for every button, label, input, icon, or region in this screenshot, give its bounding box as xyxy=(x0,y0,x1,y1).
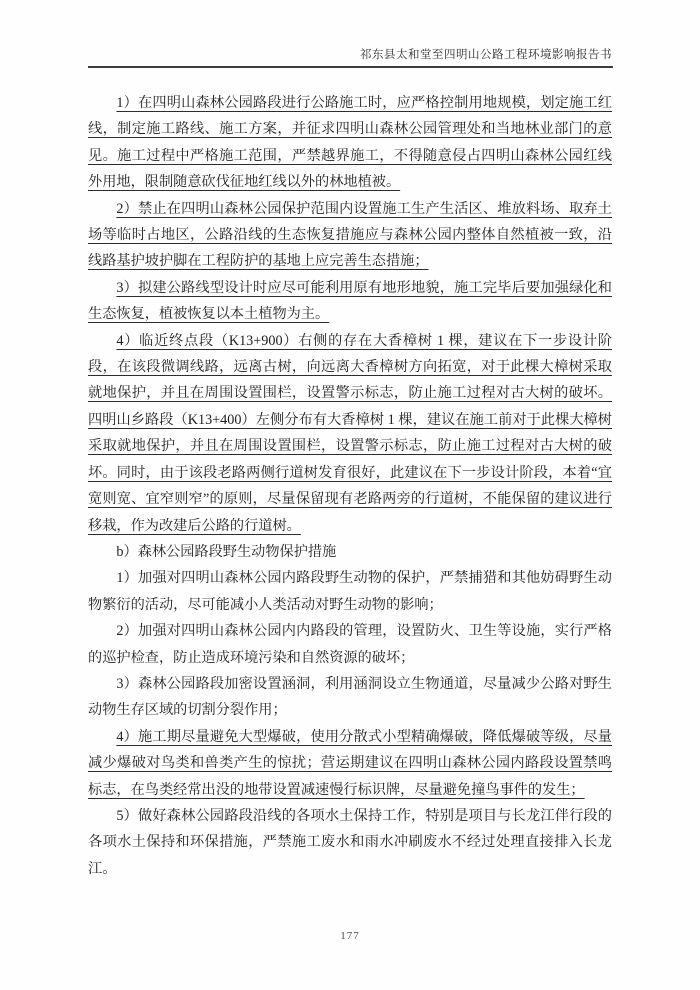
document-body xyxy=(88,90,612,882)
header-divider xyxy=(88,66,613,68)
paragraph: 1）在四明山森林公园路段进行公路施工时，应严格控制用地规模，划定施工红线，制定施工路线、施工方案，并征求四明山森林公园管理处和当地林业部门的意见。施工过程中严格施工范围，严禁越界施工，不得随意侵占四明山森林公园红线外用地，限制随意砍伐征地红线以外的林地植被。 xyxy=(88,95,612,191)
paragraph: 3）森林公园路段加密设置涵洞，利用涵洞设立生物通道，尽量减少公路对野生动物生存区域的切割分裂作用； xyxy=(88,675,612,719)
paragraph: 5）做好森林公园路段沿线的各项水土保持工作，特别是项目与长龙江伴行段的各项水土保持和环保措施，严禁施工废水和雨水冲刷废水不经过处理直接排入长龙江。 xyxy=(88,807,612,877)
page-header-title: 祁东县太和堂至四明山公路工程环境影响报告书 xyxy=(360,49,612,61)
page-footer xyxy=(0,930,700,942)
paragraph: 2）禁止在四明山森林公园保护范围内设置施工生产生活区、堆放料场、取弃土场等临时占地区，公路沿线的生态恢复措施应与森林公园内整体自然植被一致，沿线路基护坡护脚在工程防护的基地上应完善生态措施； xyxy=(88,200,612,270)
paragraph: 3）拟建公路线型设计时应尽可能利用原有地形地貌，施工完毕后要加强绿化和生态恢复，植被恢复以本土植物为主。 xyxy=(88,279,612,323)
paragraph: 4）施工期尽量避免大型爆破，使用分散式小型精确爆破，降低爆破等级，尽量减少爆破对鸟类和兽类产生的惊扰；营运期建议在四明山森林公园内路段设置禁鸣标志，在鸟类经常出没的地带设置减速慢行标识牌，尽量避免撞鸟事件的发生； xyxy=(88,728,612,798)
paragraph: 1）加强对四明山森林公园内路段野生动物的保护，严禁捕猎和其他妨碍野生动物繁衍的活动，尽可能减小人类活动对野生动物的影响； xyxy=(88,570,612,613)
paragraph: b）森林公园路段野生动物保护措施 xyxy=(116,543,337,560)
page-number: 177 xyxy=(340,930,360,942)
paragraph: 4）临近终点段（K13+900）右侧的存在大香樟树 1 棵，建议在下一步设计阶段，在该段微调线路，远离古树，向远离大香樟树方向拓宽，对于此棵大樟树采取就地保护，并且在周围设置围栏，设置警示标志，防止施工过程对古大树的破坏。四明山乡路段（K13+400）左侧分布有大香樟树 1 棵，建议在施工前对于此棵大樟树采取就地保护，并且在周围设置围栏，设置警示标志，防止施工过程对古大树的破坏。同时，由于该段老路两侧行道树发育很好，此建议在下一步设计阶段，本着“宜宽则宽、宜窄则窄”的原则，尽量保留现有老路两旁的行道树，不能保留的建议进行移栽，作为改建后公路的行道树。 xyxy=(88,332,612,534)
paragraph: 2）加强对四明山森林公园内内路段的管理，设置防火、卫生等设施，实行严格的巡护检查，防止造成环境污染和自然资源的破坏； xyxy=(88,623,612,666)
